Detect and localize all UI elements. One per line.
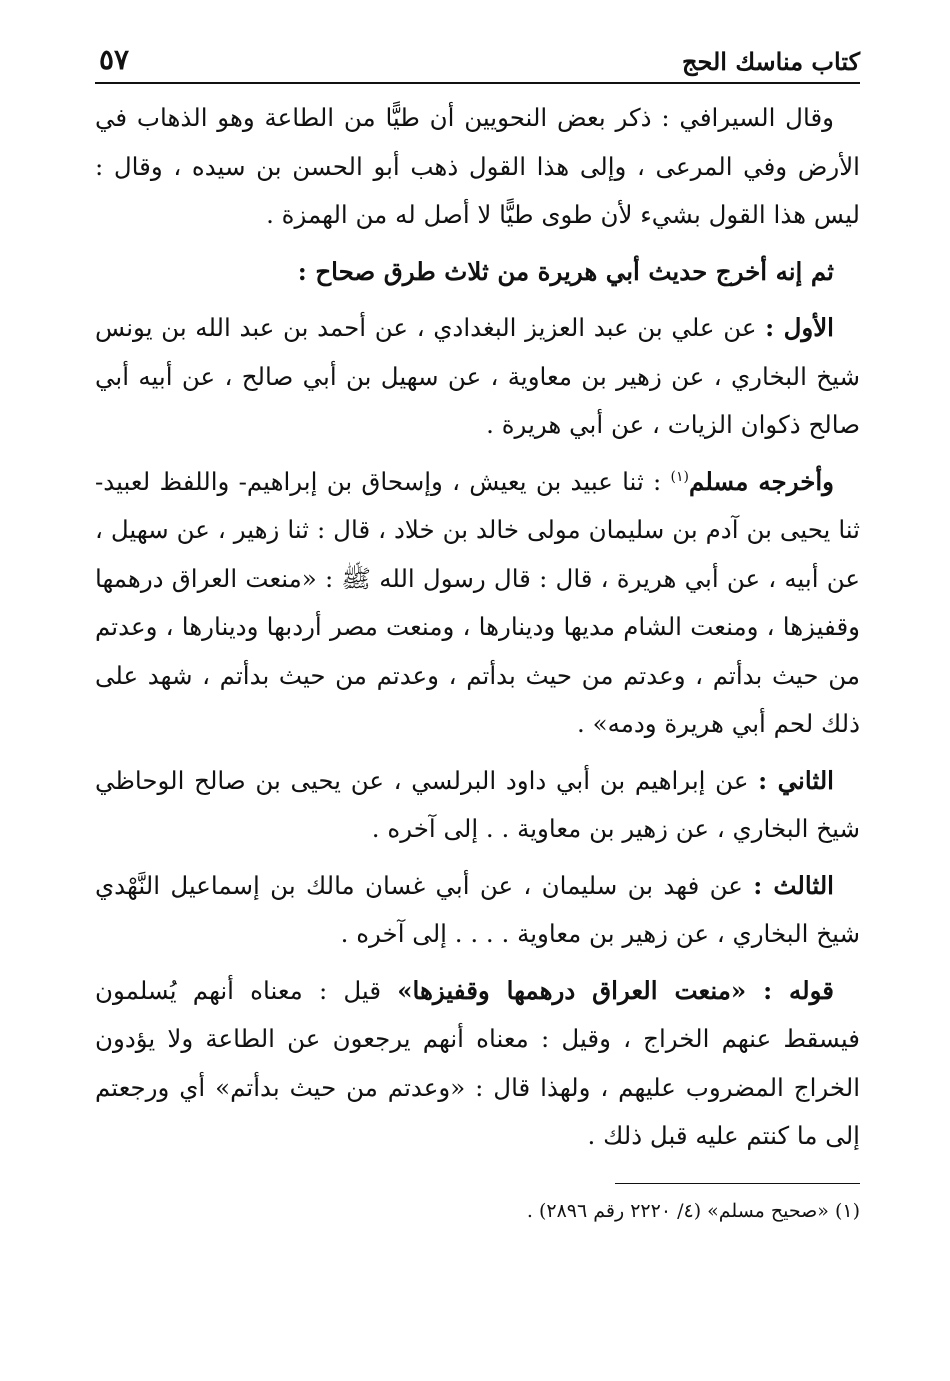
paragraph-lead: قوله : «منعت العراق درهمها وقفيزها» xyxy=(397,975,835,1005)
paragraph-lead: الثاني : xyxy=(758,765,834,795)
running-title: كتاب مناسك الحج xyxy=(682,47,860,76)
page-header xyxy=(95,28,860,76)
main-text xyxy=(95,94,860,1161)
page-number: ٥٧ xyxy=(99,43,130,76)
paragraph-text: قيل : معناه أنهم يُسلمون فيسقط عنهم الخراج ، وقيل : معناه أنهم يرجعون عن الطاعة ولا يؤدون الخراج المضروب عليهم ، ولهذا قال : «وعدتم من حيث بدأتم» أي ورجعتم إلى ما كنتم عليه قبل ذلك . xyxy=(95,975,860,1150)
footnote: (١) «صحيح مسلم» (٤/ ٢٢٢٠ رقم ٢٨٩٦) . xyxy=(526,1199,860,1222)
paragraph-text: عن فهد بن سليمان ، عن أبي غسان مالك بن إسماعيل النَّهْدي شيخ البخاري ، عن زهير بن معاوية . . . . إلى آخره . xyxy=(95,870,860,948)
paragraph-text: عن إبراهيم بن أبي داود البرلسي ، عن يحيى بن صالح الوحاظي شيخ البخاري ، عن زهير بن معاوية . . إلى آخره . xyxy=(95,765,860,843)
book-page xyxy=(95,28,860,1226)
footnote-separator xyxy=(615,1183,860,1184)
section-heading xyxy=(95,248,860,297)
footnote-ref[interactable]: (١) xyxy=(670,468,690,485)
paragraph-sirafi xyxy=(95,94,860,240)
paragraph-lead: الثالث : xyxy=(753,870,834,900)
paragraph-text: عن علي بن عبد العزيز البغدادي ، عن أحمد بن عبد الله بن يونس شيخ البخاري ، عن زهير بن معاوية ، عن سهيل بن أبي صالح ، عن أبيه أبي صالح ذكوان الزيات ، عن أبي هريرة . xyxy=(95,313,860,439)
paragraph-text: وقال السيرافي : ذكر بعض النحويين أن طيًّا من الطاعة وهو الذهاب في الأرض وفي المرعى ، وإلى هذا القول ذهب أبو الحسن بن سيده ، وقال : ليس هذا القول بشيء لأن طوى طيًّا لا أصل له من الهمزة . xyxy=(95,103,860,229)
paragraph-commentary xyxy=(95,967,860,1161)
paragraph-lead: الأول : xyxy=(765,313,834,342)
paragraph-text: : ثنا عبيد بن يعيش ، وإسحاق بن إبراهيم- واللفظ لعبيد- ثنا يحيى بن آدم بن سليمان مولى خالد بن خلاد ، قال : ثنا زهير ، عن سهيل ، عن أبيه ، عن أبي هريرة ، قال : قال رسول الله ﷺ : «منعت العراق درهمها وقفيزها ، ومنعت الشام مديها ودينارها ، ومنعت مصر أردبها ودينارها ، وعدتم من حيث بدأتم ، وعدتم من حيث بدأتم ، وعدتم من حيث بدأتم ، شهد على ذلك لحم أبي هريرة ودمه» . xyxy=(95,466,860,738)
paragraph-first-route xyxy=(95,304,860,450)
heading-text: ثم إنه أخرج حديث أبي هريرة من ثلاث طرق صحاح : xyxy=(297,256,834,286)
header-rule xyxy=(95,82,860,84)
paragraph-lead: وأخرجه مسلم xyxy=(689,466,834,496)
paragraph-second-route xyxy=(95,757,860,854)
paragraph-muslim xyxy=(95,458,860,749)
paragraph-third-route xyxy=(95,862,860,959)
